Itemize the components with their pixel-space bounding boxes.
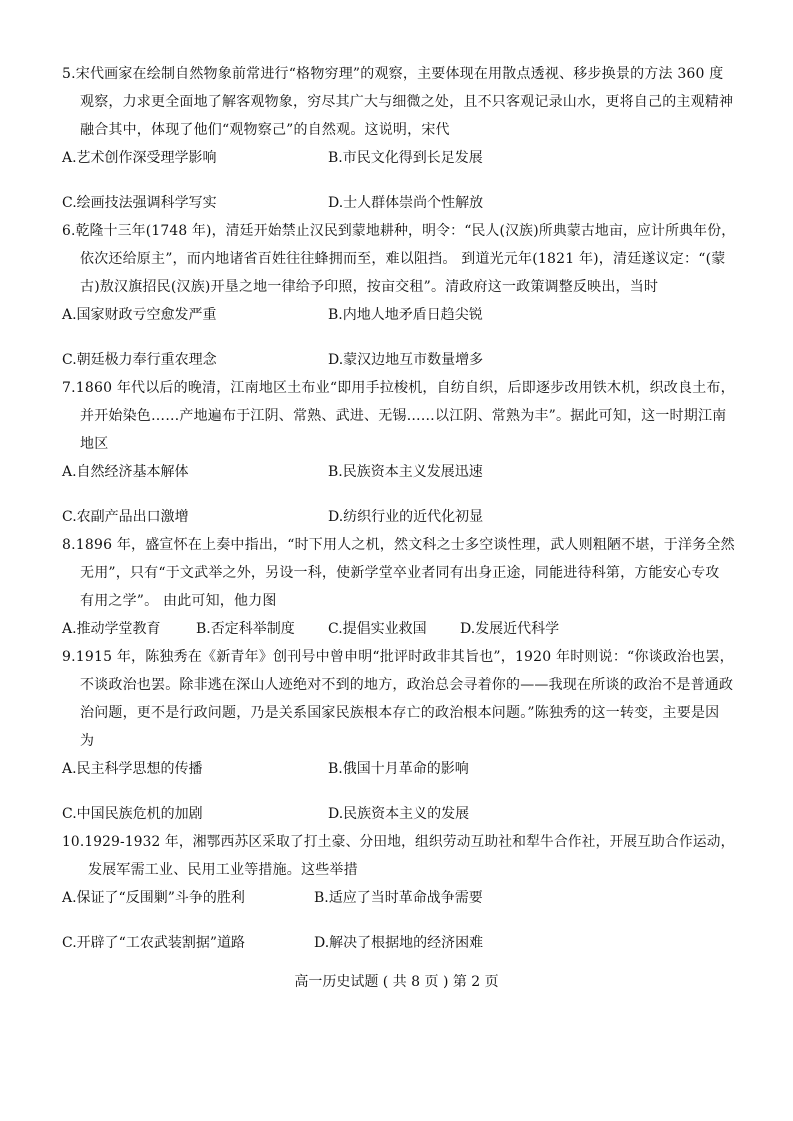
question-8-option-b: B.否定科举制度 [196,621,295,637]
question-6-option-c: C.朝廷极力奉行重农理念 [62,352,217,368]
question-8-option-c: C.提倡实业救国 [328,621,427,637]
question-5-line-2: 观察，力求更全面地了解客观物象，穷尽其广大与细微之处，且不只客观记录山水，更将自己的主观精神 [80,94,734,110]
question-10-option-c: C.开辟了“工农武装割据”道路 [62,935,245,951]
question-7-option-d: D.纺织行业的近代化初显 [328,509,484,525]
question-5-option-b: B.市民文化得到长足发展 [328,150,483,166]
question-8-line-2: 无用”，只有“于文武举之外，另设一科，使新学堂卒业者同有出身正途，同能进待科第，方能安心专攻 [80,565,720,581]
question-7-line-3: 地区 [80,436,109,452]
question-6-option-d: D.蒙汉边地互市数量增多 [328,352,484,368]
question-8-line-3: 有用之学”。 由此可知，他力图 [80,593,277,609]
question-10-option-a: A.保证了“反围剿”斗争的胜利 [62,890,245,906]
question-10-option-b: B.适应了当时革命战争需要 [314,890,483,906]
question-7-option-c: C.农副产品出口激增 [62,509,189,525]
question-7-option-a: A.自然经济基本解体 [62,464,189,480]
question-5-option-d: D.士人群体崇尚个性解放 [328,195,484,211]
question-9-line-1: 9.1915 年，陈独秀在《新青年》创刊号中曾申明“批评时政非其旨也”，1920 年时则说：“你谈政治也罢， [62,649,734,665]
question-10-option-d: D.解决了根据地的经济困难 [314,935,484,951]
question-10-line-1: 10.1929-1932 年，湘鄂西苏区采取了打土豪、分田地，组织劳动互助社和犁牛合作社，开展互助合作运动， [62,834,735,850]
question-5-line-3: 融合其中，体现了他们“观物察己”的自然观。这说明，宋代 [80,122,450,138]
question-7-line-1: 7.1860 年代以后的晚清，江南地区土布业“即用手拉梭机，自纺自织，后即逐步改用铁木机，织改良土布， [62,380,735,396]
question-9-option-b: B.俄国十月革命的影响 [328,761,469,777]
question-7-option-b: B.民族资本主义发展迅速 [328,464,483,480]
question-9-option-a: A.民主科学思想的传播 [62,761,203,777]
question-5-option-c: C.绘画技法强调科学写实 [62,195,217,211]
question-9-line-2: 不谈政治也罢。除非逃在深山人迹绝对不到的地方，政治总会寻着你的——我现在所谈的政治不是普通政 [80,677,734,693]
question-8-option-a: A.推动学堂教育 [62,621,161,637]
question-6-line-1: 6.乾隆十三年(1748 年)，清廷开始禁止汉民到蒙地耕种，明令：“民人(汉族)所典蒙古地亩，应计所典年份， [62,223,736,239]
question-8-option-d: D.发展近代科学 [460,621,560,637]
question-6-line-3: 古)敖汉旗招民(汉族)开垦之地一律给予印照，按亩交租”。清政府这一政策调整反映出，当时 [80,279,659,295]
page-footer: 高一历史试题 ( 共 8 页 ) 第 2 页 [294,974,499,990]
question-6-option-a: A.国家财政亏空愈发严重 [62,307,217,323]
question-5-line-1: 5.宋代画家在绘制自然物象前常进行“格物穷理”的观察，主要体现在用散点透视、移步换景的方法 360 度 [62,66,724,82]
question-9-option-d: D.民族资本主义的发展 [328,806,470,822]
question-5-option-a: A.艺术创作深受理学影响 [62,150,217,166]
question-9-line-4: 为 [80,733,95,749]
question-7-line-2: 并开始染色……产地遍布于江阴、常熟、武进、无锡……以江阴、常熟为丰”。据此可知，这一时期江南 [80,408,727,424]
question-6-line-2: 依次还给原主”，而内地诸省百姓往往蜂拥而至，难以阻挡。 到道光元年(1821 年)，清廷遂议定：“(蒙 [80,251,726,267]
question-8-line-1: 8.1896 年，盛宣怀在上奏中指出，“时下用人之机，然文科之士多空谈性理，武人则粗陋不堪，于洋务全然 [62,537,735,553]
question-10-line-2: 发展军需工业、民用工业等措施。这些举措 [88,862,358,878]
question-9-option-c: C.中国民族危机的加剧 [62,806,203,822]
question-9-line-3: 治问题，更不是行政问题，乃是关系国家民族根本存亡的政治根本问题。”陈独秀的这一转变，主要是因 [80,705,720,721]
question-6-option-b: B.内地人地矛盾日趋尖锐 [328,307,483,323]
